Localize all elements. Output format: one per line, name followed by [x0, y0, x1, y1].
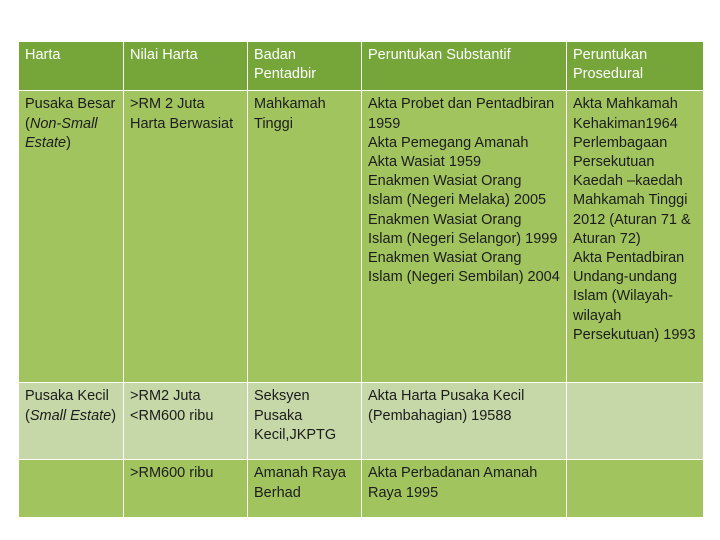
header-harta: Harta — [19, 42, 124, 91]
header-nilai-harta: Nilai Harta — [124, 42, 248, 91]
cell-badan-pentadbir: Mahkamah Tinggi — [248, 91, 362, 383]
cell-peruntukan-substantif: Akta Probet dan Pentadbiran 1959 Akta Pemegang Amanah Akta Wasiat 1959 Enakmen Wasiat Orang Islam (Negeri Melaka) 2005 Enakmen Wasiat Orang Islam (Negeri Selangor) 1999 Enakmen Wasiat Orang Islam (Negeri Sembilan) 2004 — [362, 91, 567, 383]
table-row — [19, 91, 704, 383]
cell-nilai-harta: >RM2 Juta <RM600 ribu — [124, 383, 248, 460]
estate-administration-table — [18, 41, 704, 518]
cell-peruntukan-substantif: Akta Harta Pusaka Kecil (Pembahagian) 19588 — [362, 383, 567, 460]
table-row — [19, 383, 704, 460]
cell-harta: Pusaka Besar (Non-Small Estate) — [19, 91, 124, 383]
cell-peruntukan-prosedural — [567, 460, 704, 518]
cell-harta: Pusaka Kecil (Small Estate) — [19, 383, 124, 460]
header-badan-pentadbir: Badan Pentadbir — [248, 42, 362, 91]
table-row — [19, 460, 704, 518]
cell-nilai-harta: >RM 2 Juta Harta Berwasiat — [124, 91, 248, 383]
table-header-row — [19, 42, 704, 91]
cell-nilai-harta: >RM600 ribu — [124, 460, 248, 518]
cell-harta — [19, 460, 124, 518]
cell-peruntukan-substantif: Akta Perbadanan Amanah Raya 1995 — [362, 460, 567, 518]
cell-peruntukan-prosedural: Akta Mahkamah Kehakiman1964 Perlembagaan Persekutuan Kaedah –kaedah Mahkamah Tinggi 2012 (Aturan 71 & Aturan 72) Akta Pentadbiran Undang-undang Islam (Wilayah-wilayah Persekutuan) 1993 — [567, 91, 704, 383]
cell-badan-pentadbir: Seksyen Pusaka Kecil,JKPTG — [248, 383, 362, 460]
header-peruntukan-prosedural: Peruntukan Prosedural — [567, 42, 704, 91]
header-peruntukan-substantif: Peruntukan Substantif — [362, 42, 567, 91]
cell-peruntukan-prosedural — [567, 383, 704, 460]
cell-badan-pentadbir: Amanah Raya Berhad — [248, 460, 362, 518]
